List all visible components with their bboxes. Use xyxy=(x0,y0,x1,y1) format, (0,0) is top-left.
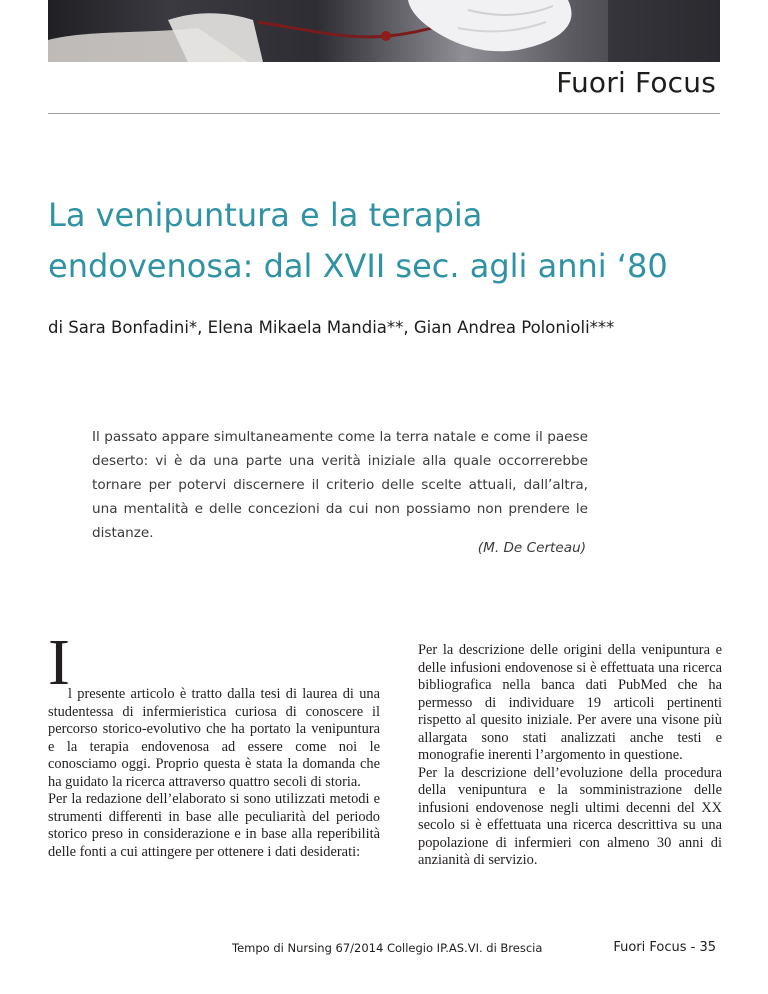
header-photo xyxy=(48,0,720,62)
article-authors: di Sara Bonfadini*, Elena Mikaela Mandia**, Gian Andrea Polonioli*** xyxy=(48,318,615,337)
body-paragraph-text: l presente articolo è tratto dalla tesi di laurea di una studentessa di infermieristica curiosa di conoscere il percorso storico-evolutivo che ha portato la venipuntura e la terapia endovenosa ad essere come noi le conosciamo oggi. Proprio questa è stata la domanda che ha guidato la ricerca attraverso quattro secoli di storia. xyxy=(48,686,380,790)
header-photo-illustration xyxy=(48,0,720,62)
article-title-line-1: La venipuntura e la terapia xyxy=(48,196,483,234)
epigraph-text: Il passato appare simultaneamente come la terra natale e come il paese deserto: vi è da una parte una verità iniziale alla quale occorrerebbe tornare per potervi discernere il criterio delle scelte attuali, dall’altra, una mentalità e delle concezioni da cui non possiamo non prendere le distanze. xyxy=(92,429,588,541)
body-paragraph: Per la descrizione delle origini della venipuntura e delle infusioni endovenose si è effettuata una ricerca bibliografica nella banca dati PubMed che ha permesso di individuare 19 articoli pertinenti rispetto al quesito iniziale. Per avere una visone più allargata sono stati analizzati anche testi e monografie inerenti l’argomento in questione. xyxy=(418,642,722,763)
body-column-left xyxy=(48,626,380,861)
header-divider xyxy=(48,113,720,114)
section-label: Fuori Focus xyxy=(556,66,716,99)
drop-cap: I xyxy=(48,626,70,699)
footer-journal: Tempo di Nursing 67/2014 Collegio IP.AS.VI. di Brescia xyxy=(232,941,543,955)
body-paragraph: Per la descrizione dell’evoluzione della procedura della venipuntura e la somministrazione delle infusioni endovenose negli ultimi decenni del XX secolo si è effettuata una ricerca descrittiva su una popolazione di infermieri con almeno 30 anni di anzianità di servizio. xyxy=(418,764,722,868)
article-title-line-2: endovenosa: dal XVII sec. agli anni ‘80 xyxy=(48,247,668,285)
footer-page-number: Fuori Focus - 35 xyxy=(613,940,716,955)
epigraph-author: (M. De Certeau) xyxy=(477,540,586,556)
body-paragraph: Per la redazione dell’elaborato si sono utilizzati metodi e strumenti differenti in base alle peculiarità del periodo storico preso in considerazione e in base alla reperibilità delle fonti a cui attingere per ottenere i dati desiderati: xyxy=(48,791,380,860)
article-title xyxy=(48,190,728,292)
body-column-right xyxy=(418,642,722,870)
body-paragraph xyxy=(48,626,380,791)
